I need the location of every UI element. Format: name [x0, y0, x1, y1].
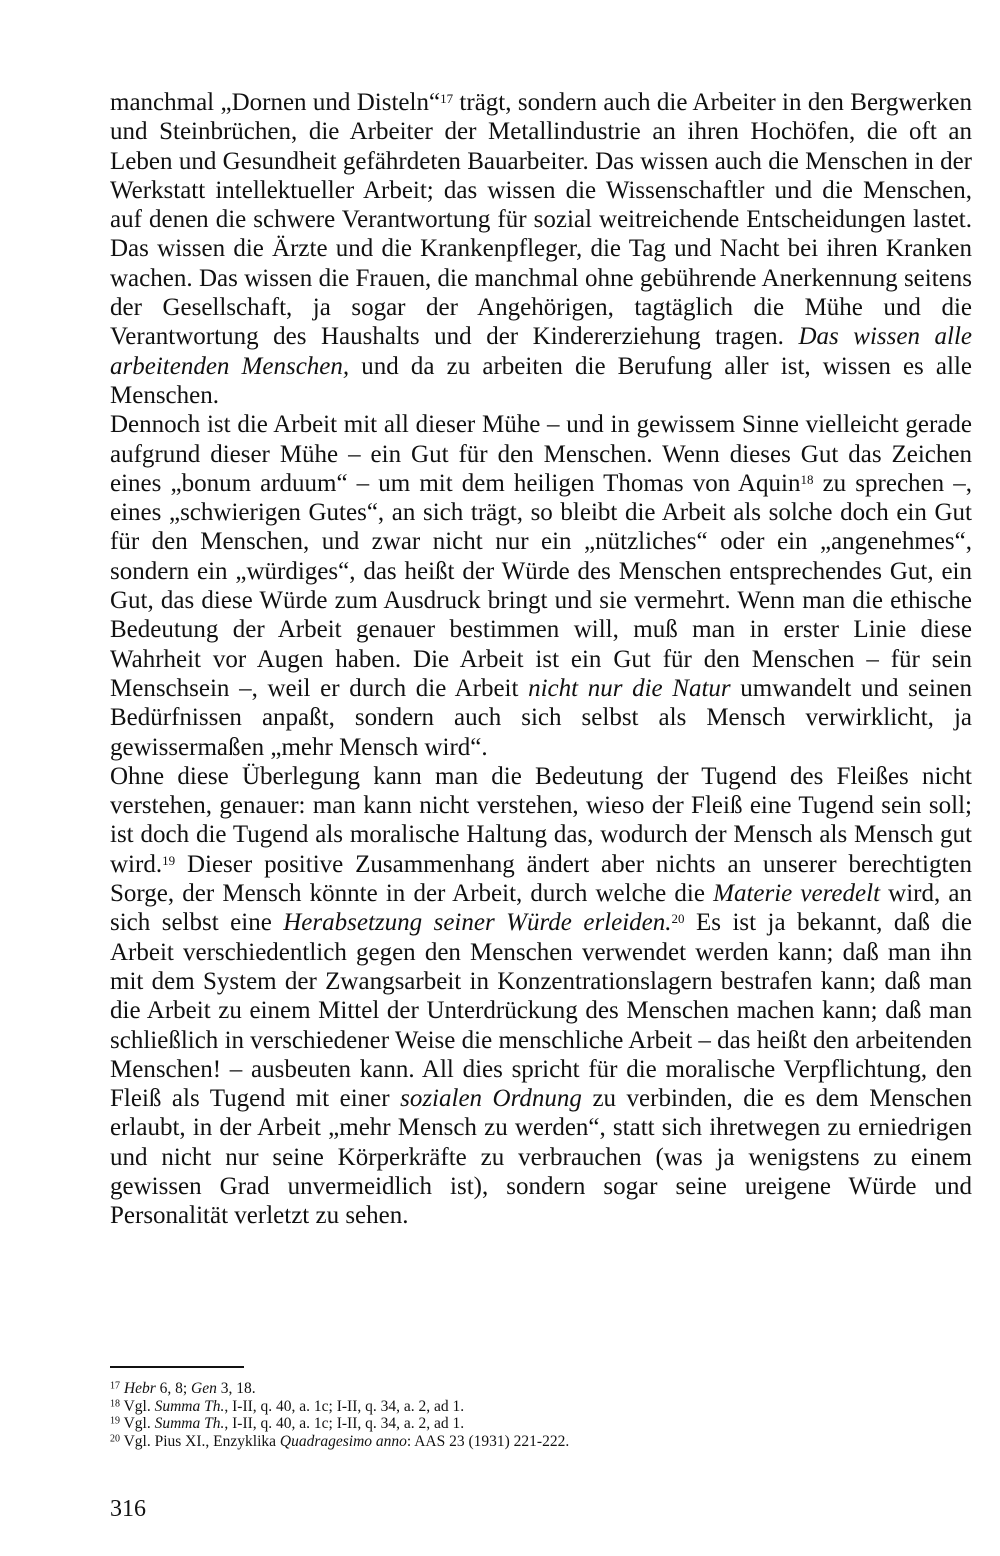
text-run: Dieser positive Zusammenhang ändert aber nichts an unserer berechtigten Sorge, der Mensch könnte in der Arbeit, durch welche die [110, 850, 972, 908]
emphasis-text: Summa Th. [154, 1397, 225, 1415]
footnote-number: 19 [110, 1415, 120, 1427]
footnote-divider [110, 1366, 244, 1368]
body-text [110, 88, 972, 1231]
footnote-text [120, 1380, 256, 1397]
footnote-ref: 19 [162, 852, 176, 868]
footnote-ref: 20 [671, 911, 685, 927]
text-run: und da zu arbeiten die Berufung aller ist, wissen es alle Menschen. [110, 352, 972, 409]
footnotes [110, 1380, 972, 1450]
emphasis-text: Herabsetzung seiner Würde erleiden. [283, 909, 672, 937]
text-run: Vgl. [120, 1415, 155, 1432]
footnote [110, 1398, 972, 1416]
footnote-text [120, 1398, 464, 1415]
text-run: 6, 8; [155, 1380, 192, 1397]
text-run: 3, 18. [216, 1380, 256, 1397]
text-run: manchmal „Dornen und Disteln“ [110, 89, 441, 116]
emphasis-text: Materie veredelt [713, 880, 881, 908]
footnote-ref: 18 [800, 471, 814, 487]
text-run: Vgl. Pius XI., Enzyklika [120, 1432, 280, 1450]
footnote-number: 18 [110, 1398, 120, 1409]
emphasis-text: sozialen Ordnung [400, 1085, 582, 1113]
emphasis-text: Gen [191, 1380, 217, 1397]
footnote [110, 1433, 972, 1451]
emphasis-text: Hebr [123, 1380, 156, 1397]
text-run: Ohne diese Überlegung kann man die Bedeutung der Tugend des Fleißes nicht verstehen, genauer: man kann nicht verstehen, wieso der Fleiß eine Tugend sein soll; ist doch die Tugend als moralische Haltung das, wodurch der Mensch als Mensch gut wird. [110, 762, 972, 878]
emphasis-text: Quadragesimo anno [279, 1432, 407, 1450]
footnote-ref: 17 [440, 90, 454, 106]
text-run: Es ist ja bekannt, daß die Arbeit verschiedentlich gegen den Menschen verwendet werden kann; daß man ihn mit dem System der Zwangsarbeit in Konzentrationslagern bestrafen kann; daß man die Arbeit zu einem Mittel der Unterdrückung des Menschen machen kann; daß man schließlich in verschiedener Weise die menschliche Arbeit – das heißt den arbeitenden Menschen! – ausbeuten kann. All dies spricht für die moralische Verpflichtung, den Fleiß als Tugend mit einer [110, 909, 972, 1113]
footnote-number: 20 [110, 1433, 120, 1444]
paragraph [110, 762, 972, 1231]
page-number: 316 [110, 1496, 146, 1522]
text-run: zu sprechen –, eines „schwierigen Gutes“, an sich trägt, so bleibt die Arbeit als solche doch ein Gut für den Menschen, und zwar nicht nur ein „nützliches“ oder ein „angenehmes“, sondern ein „würdiges“, das heißt der Würde des Menschen entsprechendes Gut, ein Gut, das diese Würde zum Ausdruck bringt und sie vermehrt. Wenn man die ethische Bedeutung der Arbeit genauer bestimmen will, muß man in erster Linie diese Wahrheit vor Augen haben. Die Arbeit ist ein Gut für den Menschen – für sein Menschsein –, weil er durch die Arbeit [110, 469, 972, 702]
text-run: Vgl. [120, 1397, 155, 1415]
text-run: umwandelt und seinen Bedürfnissen anpaßt, sondern auch sich selbst als Mensch verwirklicht, ja gewissermaßen „mehr Mensch wird“. [110, 674, 973, 761]
emphasis-text: nicht nur die Natur [528, 674, 731, 702]
paragraph [110, 88, 972, 410]
text-run: , I-II, q. 40, a. 1c; I-II, q. 34, a. 2, ad 1. [224, 1397, 465, 1415]
emphasis-text: Summa Th. [154, 1415, 225, 1432]
footnote [110, 1415, 972, 1433]
footnote [110, 1380, 972, 1398]
text-run: wird, an sich selbst eine [110, 880, 972, 937]
footnote-text [120, 1433, 569, 1450]
text-run: trägt, sondern auch die Arbeiter in den Bergwerken und Steinbrüchen, die Arbeiter der Metallindustrie an ihren Hochöfen, die oft an Leben und Gesundheit gefährdeten Bauarbeiter. Das wissen auch die Menschen in der Werkstatt intellektueller Arbeit; das wissen die Wissenschaftler und die Menschen, auf denen die schwere Verantwortung für sozial weitreichende Entscheidungen lastet. Das wissen die Ärzte und die Krankenpfleger, die Tag und Nacht bei ihren Kranken wachen. Das wissen die Frauen, die manchmal ohne gebührende Anerkennung seitens der Gesellschaft, ja sogar der Angehörigen, tagtäglich die Mühe und die Verantwortung des Haushalts und der Kindererziehung tragen. [110, 89, 973, 351]
footnote-number: 17 [110, 1380, 120, 1392]
text-run: zu verbinden, die es dem Menschen erlaubt, in der Arbeit „mehr Mensch zu werden“, statt sich ihretwegen zu erniedrigen und nicht nur seine Körperkräfte zu verbrauchen (was ja wenigstens zu einem gewissen Grad unvermeidlich ist), sondern sogar seine ureigene Würde und Personalität verletzt zu sehen. [110, 1085, 972, 1230]
paragraph [110, 410, 972, 762]
footnote-text [120, 1415, 464, 1432]
emphasis-text: Das wissen alle arbeitenden Menschen, [110, 323, 972, 380]
text-run: : AAS 23 (1931) 221-222. [406, 1432, 570, 1450]
text-run: , I-II, q. 40, a. 1c; I-II, q. 34, a. 2, ad 1. [224, 1415, 465, 1432]
text-run: Dennoch ist die Arbeit mit all dieser Mühe – und in gewissem Sinne vielleicht gerade aufgrund dieser Mühe – ein Gut für den Menschen. Wenn dieses Gut das Zeichen eines „bonum arduum“ – um mit dem heiligen Thomas von Aquin [110, 411, 972, 497]
